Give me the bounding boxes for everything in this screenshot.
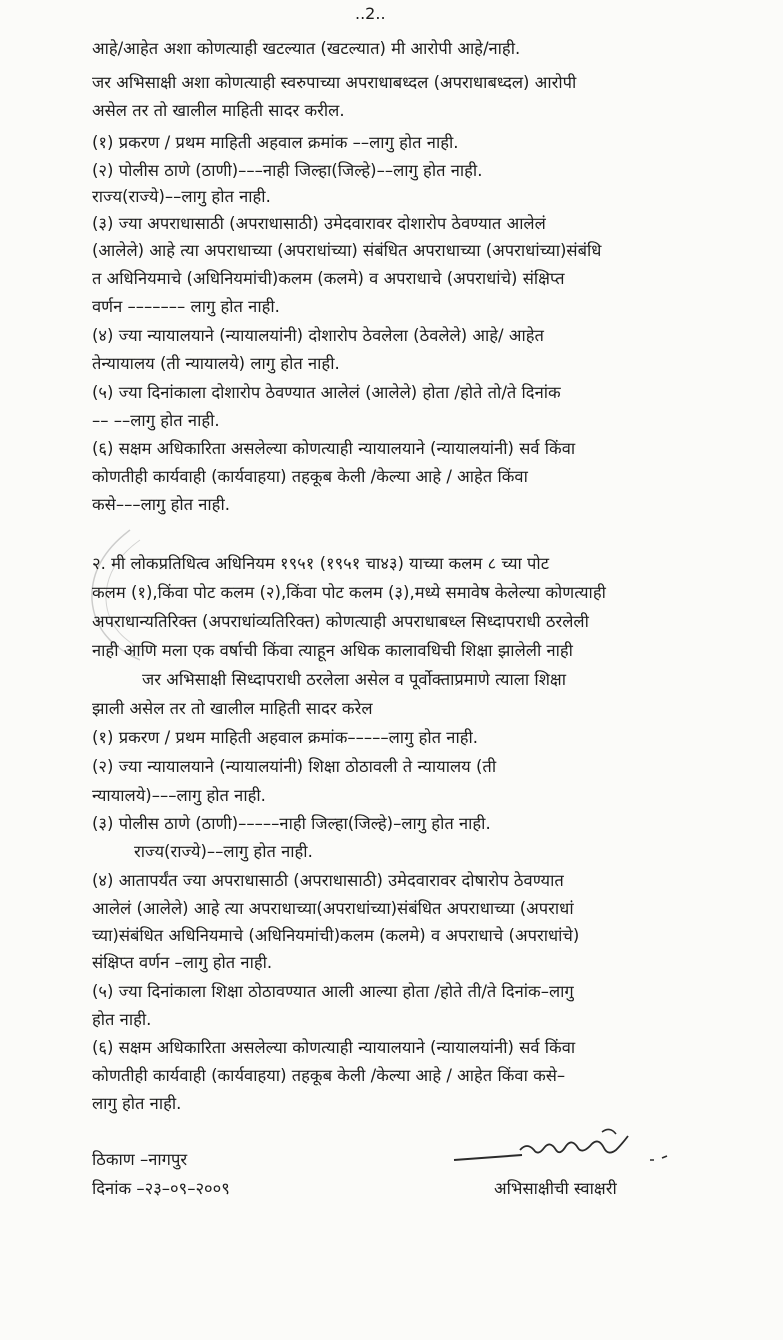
text-line: (५) ज्या दिनांकाला दोशारोप ठेवण्यात आलेलं (आलेले) होता /होते तो/ते दिनांक <box>92 383 561 402</box>
text-line: वर्णन ––––––– लागु होत नाही. <box>92 297 280 316</box>
text-line: लागु होत नाही. <box>92 1094 182 1113</box>
text-line: (२) पोलीस ठाणे (ठाणी)–––नाही जिल्हा(जिल्हे)––लागु होत नाही. <box>92 161 483 180</box>
place-label: ठिकाण –नागपुर <box>92 1150 188 1169</box>
text-line: कसे–––लागु होत नाही. <box>92 495 230 514</box>
text-line: जर अभिसाक्षी सिध्दापराधी ठरलेला असेल व पूर्वोक्ताप्रमाणे त्याला शिक्षा <box>142 670 567 689</box>
text-line: (२) ज्या न्यायालयाने (न्यायालयांनी) शिक्षा ठोठावली ते न्यायालय (ती <box>92 757 497 776</box>
text-line: त अधिनियमाचे (अधिनियमांची)कलम (कलमे) व अपराधाचे (अपराधांचे) संक्षिप्त <box>92 269 565 288</box>
text-line: संक्षिप्त वर्णन –लागु होत नाही. <box>92 953 273 972</box>
text-line: अपराधान्यतिरिक्त (अपराधांव्यतिरिक्त) कोणत्याही अपराधाबध्ल सिध्दापराधी ठरलेली <box>92 612 589 631</box>
signature-caption: अभिसाक्षीची स्वाक्षरी <box>494 1179 617 1198</box>
date-label: दिनांक –२३–०९–२००९ <box>92 1179 230 1198</box>
text-line: आलेलं (आलेले) आहे त्या अपराधाच्या(अपराधांच्या)संबंधित अपराधाच्या (अपराधां <box>92 899 574 918</box>
text-line: कलम (१),किंवा पोट कलम (२),किंवा पोट कलम (३),मध्ये समावेष केलेल्या कोणत्याही <box>92 583 606 602</box>
text-line: (४) आतापर्यंत ज्या अपराधासाठी (अपराधासाठी) उमेदवारावर दोषारोप ठेवण्यात <box>92 871 564 890</box>
signature <box>452 1124 692 1184</box>
text-line: राज्य(राज्ये)––लागु होत नाही. <box>134 842 313 861</box>
text-line: कोणतीही कार्यवाही (कार्यवाहया) तहकूब केली /केल्या आहे / आहेत किंवा <box>92 467 528 486</box>
text-line: –– ––लागु होत नाही. <box>92 411 220 430</box>
text-line: (५) ज्या दिनांकाला शिक्षा ठोठावण्यात आली आल्या होता /होते ती/ते दिनांक–लागु <box>92 982 574 1001</box>
text-line: न्यायालये)–––लागु होत नाही. <box>92 786 266 805</box>
text-line: असेल तर तो खालील माहिती सादर करील. <box>92 101 345 120</box>
text-line: (१) प्रकरण / प्रथम माहिती अहवाल क्रमांक–––––लागु होत नाही. <box>92 728 479 747</box>
text-line: (६) सक्षम अधिकारिता असलेल्या कोणत्याही न्यायालयाने (न्यायालयांनी) सर्व किंवा <box>92 439 576 458</box>
text-line: २. मी लोकप्रतिधित्व अधिनियम १९५१ (१९५१ चा४३) याच्या कलम ८ च्या पोट <box>92 554 550 573</box>
text-line: नाही आणि मला एक वर्षाची किंवा त्याहून अधिक कालावधिची शिक्षा झालेली नाही <box>92 641 573 660</box>
text-line: (आलेले) आहे त्या अपराधाच्या (अपराधांच्या) संबंधित अपराधाच्या (अपराधांच्या)संबंधि <box>92 241 602 260</box>
text-line: जर अभिसाक्षी अशा कोणत्याही स्वरुपाच्या अपराधाबध्दल (अपराधाबध्दल) आरोपी <box>92 73 577 92</box>
text-line: आहे/आहेत अशा कोणत्याही खटल्यात (खटल्यात) मी आरोपी आहे/नाही. <box>92 39 521 58</box>
text-line: (३) पोलीस ठाणे (ठाणी)–––––नाही जिल्हा(जिल्हे)–लागु होत नाही. <box>92 814 491 833</box>
text-line: च्या)संबंधित अधिनियमाचे (अधिनियमांची)कलम (कलमे) व अपराधाचे (अपराधांचे) <box>92 926 580 945</box>
text-line: झाली असेल तर तो खालील माहिती सादर करेल <box>92 699 373 718</box>
text-line: (१) प्रकरण / प्रथम माहिती अहवाल क्रमांक ––लागु होत नाही. <box>92 133 459 152</box>
text-line: तेन्यायालय (ती न्यायालये) लागु होत नाही. <box>92 354 340 373</box>
text-line: (४) ज्या न्यायालयाने (न्यायालयांनी) दोशारोप ठेवलेला (ठेवलेले) आहे/ आहेत <box>92 326 544 345</box>
text-line: (६) सक्षम अधिकारिता असलेल्या कोणत्याही न्यायालयाने (न्यायालयांनी) सर्व किंवा <box>92 1038 576 1057</box>
text-line: कोणतीही कार्यवाही (कार्यवाहया) तहकूब केली /केल्या आहे / आहेत किंवा कसे– <box>92 1066 566 1085</box>
page-number: ..2.. <box>355 4 386 23</box>
text-line: राज्य(राज्ये)––लागु होत नाही. <box>92 187 271 206</box>
text-line: होत नाही. <box>92 1010 152 1029</box>
text-line: (३) ज्या अपराधासाठी (अपराधासाठी) उमेदवारावर दोशारोप ठेवण्यात आलेलं <box>92 214 546 233</box>
